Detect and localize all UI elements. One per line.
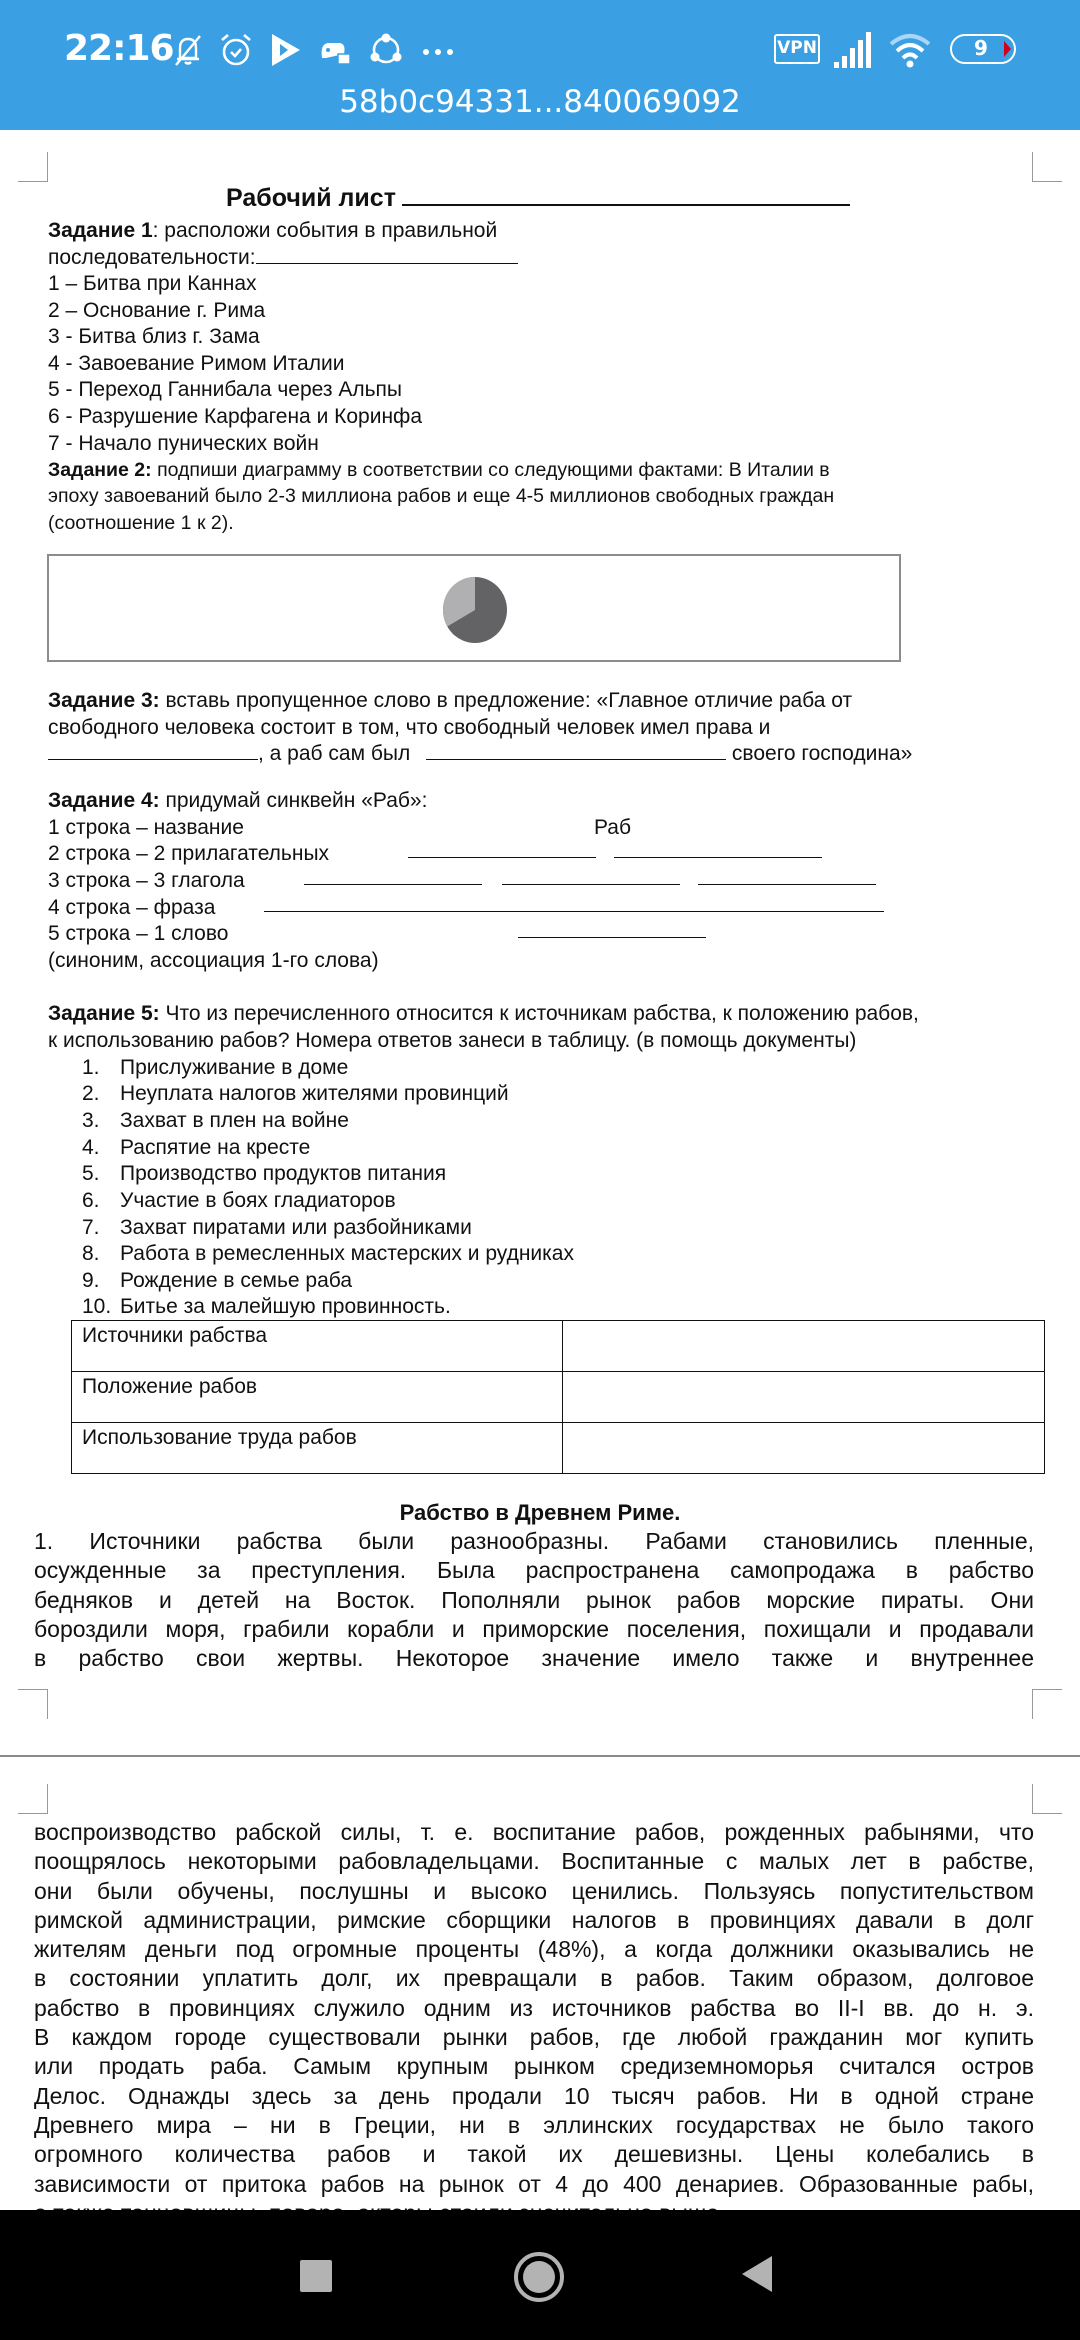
reading-paragraph-page1 — [34, 1527, 1034, 1673]
task1-text-2: последовательности: — [48, 246, 256, 269]
list-number: 10. — [82, 1295, 112, 1318]
list-item — [82, 1054, 348, 1081]
task4-heading — [48, 787, 427, 814]
cinquain-row — [48, 840, 848, 867]
list-number: 9. — [82, 1269, 100, 1292]
task1-answer-blank[interactable] — [256, 246, 518, 264]
text-line: осужденные за преступления. Была распространена самопродажа в рабство — [34, 1557, 1034, 1584]
task4-text: придумай синквейн «Раб»: — [159, 789, 428, 812]
list-text: Неуплата налогов жителями провинций — [120, 1082, 509, 1105]
task1-item: 7 - Начало пунических войн — [48, 432, 319, 455]
cinquain-row-label: 3 строка – 3 глагола — [48, 869, 245, 892]
task3-blank-1[interactable] — [48, 742, 258, 760]
page-separator — [0, 1755, 1080, 1757]
cinquain-blank[interactable] — [614, 840, 822, 858]
worksheet-title — [226, 184, 850, 213]
task3-blank-2[interactable] — [426, 742, 726, 760]
recents-button[interactable] — [300, 2260, 332, 2292]
document-title: 58b0c94331...840069092 — [339, 84, 741, 120]
cinquain-title-word: Раб — [594, 816, 632, 839]
list-number: 6. — [82, 1189, 100, 1212]
cinquain-blank[interactable] — [502, 867, 680, 885]
text-line: или продать раба. Самым крупным рынком средиземноморья считался остров — [34, 2053, 1034, 2080]
page-margin-marker — [18, 1784, 48, 1814]
task3-heading — [48, 687, 852, 714]
list-number: 7. — [82, 1216, 100, 1239]
pie-chart — [442, 576, 508, 644]
task3-text-end: своего господина» — [726, 742, 913, 765]
list-item — [82, 1240, 574, 1267]
table-category: Положение рабов — [72, 1372, 563, 1423]
more-dots-icon — [418, 30, 458, 70]
table-row — [72, 1372, 1045, 1423]
list-item — [82, 1107, 349, 1134]
text-line: жителям деньги под огромные проценты (48%), а когда должники оказывались не — [34, 1936, 1034, 1963]
cinquain-row-label: 1 строка – название — [48, 816, 244, 839]
text-line: воспроизводство рабской силы, т. е. воспитание рабов, рожденных рабынями, что — [34, 1819, 1034, 1845]
task1-item: 2 – Основание г. Рима — [48, 299, 266, 322]
text-line: зависимости от притока рабов на рынок от 4 до 400 денариев. Образованные рабы, — [34, 2170, 1034, 2197]
task2-label: Задание 2: — [48, 459, 152, 481]
list-number: 5. — [82, 1162, 100, 1185]
pie-chart-frame — [47, 554, 901, 662]
cinquain-row — [48, 814, 632, 841]
table-category: Использование труда рабов — [72, 1423, 563, 1474]
answer-table — [71, 1320, 1045, 1474]
task3-line3 — [48, 740, 912, 767]
task1-item: 3 - Битва близ г. Зама — [48, 325, 260, 348]
battery-icon — [950, 34, 1016, 64]
task3-text: вставь пропущенное слово в предложение: «Главное отличие раба от — [159, 689, 853, 712]
task1-item: 4 - Завоевание Римом Италии — [48, 352, 345, 375]
cinquain-row-label: 5 строка – 1 слово — [48, 922, 229, 945]
text-line: бедняков и детей на Восток. Пополняли рынок рабов морские пираты. Они — [34, 1586, 1034, 1613]
task1-text: : расположи события в правильной — [152, 219, 498, 242]
text-line: В каждом городе существовали рынки рабов, где любой гражданин мог купить — [34, 2024, 1034, 2051]
vpn-icon — [774, 34, 820, 64]
list-text: Распятие на кресте — [120, 1136, 311, 1159]
task5-text-2: к использованию рабов? Номера ответов занеси в таблицу. (в помощь документы) — [48, 1029, 857, 1052]
task2-heading — [48, 457, 830, 484]
task1-item: 5 - Переход Ганнибала через Альпы — [48, 378, 403, 401]
task4-label: Задание 4: — [48, 789, 160, 812]
vpn-label: VPN — [777, 38, 817, 58]
table-category: Источники рабства — [72, 1321, 563, 1372]
list-item — [82, 1160, 446, 1187]
text-line: они были обучены, послушны и высоко ценились. Пользуясь попустительством — [34, 1877, 1034, 1904]
play-store-icon — [264, 30, 304, 70]
bell-off-icon — [168, 30, 208, 70]
alarm-icon — [216, 30, 256, 70]
circle-icon — [523, 2261, 555, 2293]
cinquain-note: (синоним, ассоциация 1-го слова) — [48, 949, 379, 972]
cinquain-row-label: 2 строка – 2 прилагательных — [48, 842, 330, 865]
text-line: 1. Источники рабства были разнообразны. Рабами становились пленные, — [34, 1528, 1034, 1554]
list-number: 3. — [82, 1109, 100, 1132]
text-line: в состоянии уплатить долг, их превращали в рабов. Таким образом, долговое — [34, 1965, 1034, 1992]
list-number: 4. — [82, 1136, 100, 1159]
navigation-bar — [0, 2210, 1080, 2340]
list-text: Прислуживание в доме — [120, 1056, 349, 1079]
cinquain-blank[interactable] — [408, 840, 596, 858]
list-text: Захват пиратами или разбойниками — [120, 1216, 472, 1239]
list-item — [82, 1293, 451, 1320]
list-item — [82, 1214, 472, 1241]
cinquain-row-label: 4 строка – фраза — [48, 896, 216, 919]
task2-text-2: эпоху завоеваний было 2-3 миллиона рабов и еще 4-5 миллионов свободных граждан — [48, 485, 835, 507]
table-answer-cell[interactable] — [563, 1423, 1045, 1474]
cinquain-row — [48, 894, 948, 921]
reading-paragraph-page2 — [34, 1818, 1034, 2228]
page-margin-marker — [18, 1689, 48, 1719]
battery-low-indicator — [1004, 41, 1011, 57]
task1-heading — [48, 217, 497, 244]
list-item — [82, 1187, 396, 1214]
cinquain-blank[interactable] — [264, 894, 884, 912]
status-time: 22:16 — [64, 28, 174, 69]
app-bar — [0, 0, 1080, 130]
cinquain-blank[interactable] — [304, 867, 482, 885]
home-button[interactable] — [514, 2252, 564, 2302]
list-item — [82, 1134, 310, 1161]
table-answer-cell[interactable] — [563, 1372, 1045, 1423]
text-line: бороздили моря, грабили корабли и приморские поселения, похищали и продавали — [34, 1615, 1034, 1642]
text-line: рабство в провинциях служило одним из источников рабства во II-I вв. до н. э. — [34, 1994, 1034, 2021]
text-line: огромного количества рабов и такой их дешевизны. Цены колебались в — [34, 2141, 1034, 2168]
table-answer-cell[interactable] — [563, 1321, 1045, 1372]
list-number: 1. — [82, 1056, 100, 1079]
task5-text: Что из перечисленного относится к источникам рабства, к положению рабов, — [159, 1002, 919, 1025]
signal-icon — [832, 30, 876, 70]
cinquain-blank[interactable] — [518, 920, 706, 938]
share-it-icon — [366, 30, 406, 70]
page-margin-marker — [18, 152, 48, 182]
list-text: Участие в боях гладиаторов — [120, 1189, 396, 1212]
status-bar — [0, 24, 1080, 74]
back-button[interactable] — [742, 2256, 772, 2292]
task1-label: Задание 1 — [48, 219, 153, 242]
task2-text: подпиши диаграмму в соответствии со следующими фактами: В Италии в — [151, 459, 830, 481]
task3-text-2: свободного человека состоит в том, что свободный человек имел права и — [48, 716, 771, 739]
list-number: 2. — [82, 1082, 100, 1105]
table-row — [72, 1423, 1045, 1474]
list-number: 8. — [82, 1242, 100, 1265]
task5-heading — [48, 1000, 919, 1027]
page-margin-marker — [1032, 1784, 1062, 1814]
task5-label: Задание 5: — [48, 1002, 160, 1025]
task1-heading-line2 — [48, 244, 518, 271]
text-line: Древнего мира – ни в Греции, ни в эллинских государствах не было такого — [34, 2111, 1034, 2138]
worksheet-title-text: Рабочий лист — [226, 184, 396, 212]
name-blank[interactable] — [402, 186, 850, 206]
page-margin-marker — [1032, 1689, 1062, 1719]
page-margin-marker — [1032, 152, 1062, 182]
list-text: Рождение в семье раба — [120, 1269, 352, 1292]
cinquain-row — [48, 867, 948, 894]
game-controller-icon — [316, 30, 356, 70]
text-line: римской администрации, римские сборщики налогов в провинциях давали в долг — [34, 1906, 1034, 1933]
wifi-icon — [888, 30, 932, 70]
task3-text-mid: , а раб сам был — [258, 742, 411, 765]
task3-label: Задание 3: — [48, 689, 160, 712]
table-row — [72, 1321, 1045, 1372]
task1-item: 1 – Битва при Каннах — [48, 272, 257, 295]
reading-title: Рабство в Древнем Риме. — [399, 1500, 681, 1525]
task2-text-3: (соотношение 1 к 2). — [48, 512, 234, 534]
list-text: Захват в плен на войне — [120, 1109, 349, 1132]
list-item — [82, 1080, 509, 1107]
list-text: Работа в ремесленных мастерских и рудниках — [120, 1242, 574, 1265]
battery-level: 9 — [974, 36, 988, 60]
text-line: Делос. Однажды здесь за день продали 10 тысяч рабов. Ни в одной стране — [34, 2082, 1034, 2109]
cinquain-blank[interactable] — [698, 867, 876, 885]
text-line: поощрялось некоторыми рабовладельцами. Воспитанные с малых лет в рабстве, — [34, 1848, 1034, 1875]
task1-item: 6 - Разрушение Карфагена и Коринфа — [48, 405, 423, 428]
text-line: в рабство свои жертвы. Некоторое значение имело также и внутреннее — [34, 1645, 1034, 1672]
list-text: Битье за малейшую провинность. — [120, 1295, 451, 1318]
list-text: Производство продуктов питания — [120, 1162, 447, 1185]
list-item — [82, 1267, 352, 1294]
cinquain-row — [48, 920, 948, 947]
